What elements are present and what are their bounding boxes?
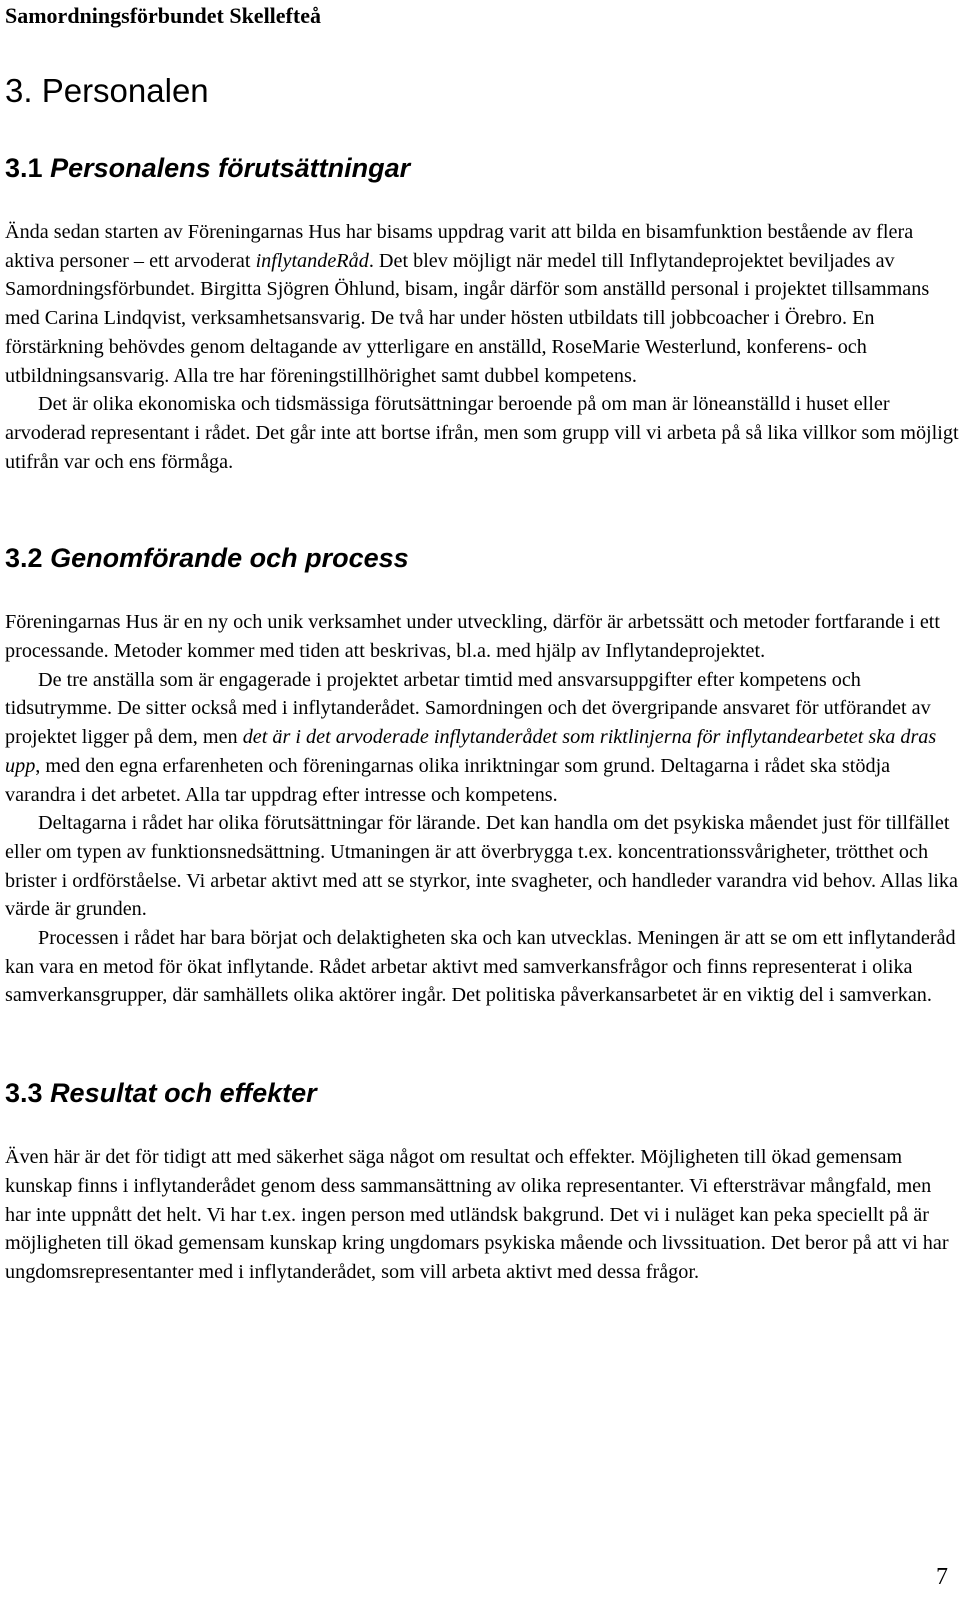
section-body-3-1 xyxy=(5,218,960,476)
paragraph: Även här är det för tidigt att med säkerhet säga något om resultat och effekter. Möjligheten till ökad gemensam kunskap finns i inflytanderådet genom dess sammansättning av olika representanter. Vi eftersträvar mångfald, men har inte uppnått det helt. Vi har t.ex. ingen person med utländsk bakgrund. Det vi i nuläget kan peka speciellt på är möjligheten till ökad gemensam kunskap kring ungdomars psykiska mående och livssituation. Det beror på att vi har ungdomsrepresentanter med i inflytanderådet, som vill arbeta aktivt med dessa frågor. xyxy=(5,1146,949,1283)
section-heading-3-1 xyxy=(5,151,960,185)
emphasis: inflytandeRåd xyxy=(255,249,369,272)
paragraph: Ända sedan starten av Föreningarnas Hus har bisams uppdrag varit att bilda en bisamfunktion bestående av flera aktiva personer – ett arvoderat inflytandeRåd. Det blev möjligt när medel till Inflytandeprojektet beviljades av Samordningsförbundet. Birgitta Sjögren Öhlund, bisam, ingår därför som anställd personal i projektet tillsammans med Carina Lindqvist, verksamhetsansvarig. De två har under hösten utbildats till jobbcoacher i Örebro. En förstärkning behövdes genom deltagande av ytterligare en anställd, RoseMarie Westerlund, konferens- och utbildningsansvarig. Alla tre har föreningstillhörighet samt dubbel kompetens. xyxy=(5,221,930,387)
section-body-3-3 xyxy=(5,1143,960,1287)
chapter-number: 3. xyxy=(5,72,33,109)
section-heading-3-3 xyxy=(5,1076,960,1110)
section-title: Genomförande och process xyxy=(50,543,409,574)
paragraph: Föreningarnas Hus är en ny och unik verksamhet under utveckling, därför är arbetssätt och metoder fortfarande i ett processande. Metoder kommer med tiden att beskrivas, bl.a. med hjälp av Inflytandeprojektet. xyxy=(5,611,941,663)
emphasis: det är i det arvoderade inflytanderådet som riktlinjerna för inflytandearbetet ska dras upp xyxy=(5,726,937,777)
paragraph: Det är olika ekonomiska och tidsmässiga förutsättningar beroende på om man är löneanställd i huset eller arvoderad representant i rådet. Det går inte att bortse ifrån, men som grupp vill vi arbeta på så lika villkor som möjligt utifrån var och ens förmåga. xyxy=(5,393,959,473)
section-body-3-2 xyxy=(5,608,960,1010)
section-heading-3-2 xyxy=(5,541,960,575)
page-content xyxy=(5,60,960,1287)
section-number: 3.2 xyxy=(5,543,43,574)
paragraph: De tre anställa som är engagerade i projektet arbetar timtid med ansvarsuppgifter efter kompetens och tidsutrymme. De sitter också med i inflytanderådet. Samordningen och det övergripande ansvaret för utförandet av projektet ligger på dem, men det är i det arvoderade inflytanderådet som riktlinjerna för inflytandearbetet ska dras upp, med den egna erfarenheten och föreningarnas olika inriktningar som grund. Deltagarna i rådet ska stödja varandra i det arbetet. Alla tar uppdrag efter intresse och kompetens. xyxy=(5,668,937,806)
section-number: 3.1 xyxy=(5,153,43,183)
section-title: Resultat och effekter xyxy=(50,1078,317,1109)
paragraph: Deltagarna i rådet har olika förutsättningar för lärande. Det kan handla om det psykiska måendet just för tillfället eller om typen av funktionsnedsättning. Utmaningen är att överbrygga t.ex. koncentrationssvårigheter, trötthet och brister i ordförståelse. Vi arbetar aktivt med att se styrkor, inte svagheter, och handleder varandra vid behov. Allas lika värde är grunden. xyxy=(5,812,958,921)
page-number: 7 xyxy=(936,1564,948,1590)
section-number: 3.3 xyxy=(5,1078,43,1109)
section-title: Personalens förutsättningar xyxy=(50,153,411,183)
paragraph: Processen i rådet har bara börjat och delaktigheten ska och kan utvecklas. Meningen är att se om ett inflytanderåd kan vara en metod för ökat inflytande. Rådet arbetar aktivt med samverkansfrågor och finns representerat i olika samverkansgrupper, där samhällets olika aktörer ingår. Det politiska påverkansarbetet är en viktig del i samverkan. xyxy=(5,927,956,1007)
chapter-heading xyxy=(5,71,960,111)
running-header: Samordningsförbundet Skellefteå xyxy=(5,3,321,28)
chapter-title: Personalen xyxy=(41,72,209,109)
